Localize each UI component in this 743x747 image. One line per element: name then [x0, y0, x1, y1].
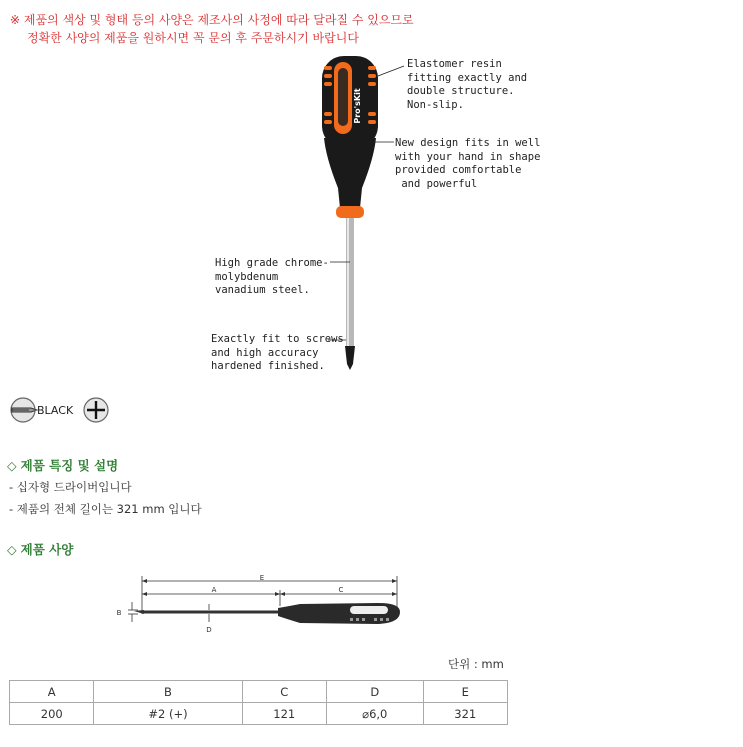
leader-1 [378, 66, 404, 76]
handle-window-inner [338, 68, 348, 126]
tip-color-label: BLACK [37, 404, 74, 417]
notice-line-2: 정확한 사양의 제품을 원하시면 꼭 문의 후 주문하시기 바랍니다 [27, 31, 359, 45]
spec-header-row [10, 681, 508, 703]
callout-tip: Exactly fit to screws and high accuracy hardened finished. [211, 333, 344, 372]
features-heading [7, 456, 118, 474]
spec-value-row [10, 703, 508, 725]
screwdriver-product-image [300, 48, 410, 378]
spec-value-a: 200 [10, 703, 94, 725]
phillips-cross-icon [82, 396, 112, 424]
spec-value-b: #2 (+) [94, 703, 242, 725]
dim-label-a: A [211, 586, 217, 594]
diamond-bullet-icon: ◇ [7, 458, 17, 473]
brand-text: Pro'sKit [353, 88, 362, 124]
flat-tip-icon [9, 396, 39, 424]
dim-label-b: B [116, 609, 122, 617]
shaft-highlight [347, 218, 349, 348]
handle-ferrule [336, 206, 364, 218]
callout-elastomer: Elastomer resin fitting exactly and double structure. Non-slip. [407, 58, 528, 111]
features-title: 제품 특징 및 설명 [20, 458, 119, 473]
dim-label-d: D [206, 626, 212, 634]
spec-header-a: A [10, 681, 94, 703]
notice-text [10, 11, 414, 47]
diamond-bullet-icon: ◇ [7, 542, 17, 557]
callout-design: New design fits in well with your hand in shape provided comfortable and powerful [395, 137, 541, 190]
spec-title: 제품 사양 [20, 542, 74, 557]
spec-header-b: B [94, 681, 242, 703]
dim-label-e: E [259, 574, 265, 582]
spec-value-d: ⌀6,0 [327, 703, 424, 725]
feature-item-1: - 십자형 드라이버입니다 [9, 480, 132, 494]
spec-value-c: 121 [242, 703, 326, 725]
dim-label-c: C [338, 586, 344, 594]
callout-steel: High grade chrome- molybdenum vanadium steel. [215, 257, 329, 296]
unit-label: 단위 : mm [448, 657, 504, 671]
notice-line-1: ※ 제품의 색상 및 형태 등의 사양은 제조사의 사정에 따라 달라질 수 있으므로 [10, 13, 414, 27]
spec-value-e: 321 [423, 703, 508, 725]
spec-header-c: C [242, 681, 326, 703]
feature-item-2: - 제품의 전체 길이는 321 mm 입니다 [9, 502, 202, 516]
handle-body [324, 138, 376, 208]
spec-heading [7, 540, 73, 558]
spec-header-d: D [327, 681, 424, 703]
spec-table [9, 680, 508, 725]
dimension-diagram [110, 570, 410, 640]
phillips-tip [345, 346, 355, 370]
spec-header-e: E [423, 681, 508, 703]
